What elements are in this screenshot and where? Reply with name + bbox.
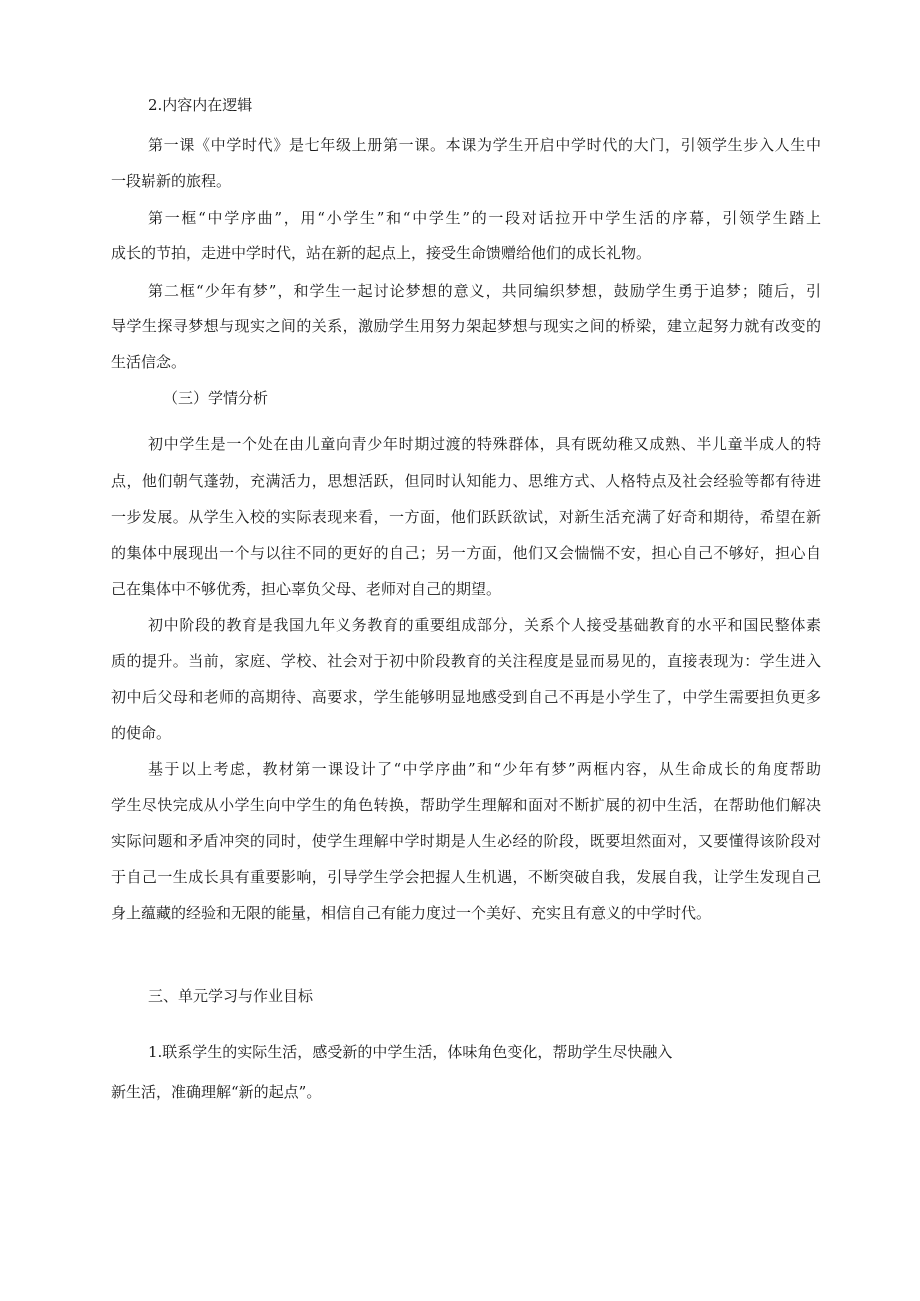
logic-p2-line: 第一框“中学序曲”，用“小学生”和“中学生”的一段对话拉开中学生活的序幕，引领学生踏上 — [148, 209, 821, 227]
analysis-p2-line: 初中阶段的教育是我国九年义务教育的重要组成部分，关系个人接受基础教育的水平和国民整体素 — [148, 616, 821, 634]
logic-p3-line: 导学生探寻梦想与现实之间的关系，激励学生用努力架起梦想与现实之间的桥梁，建立起努力就有改变的 — [111, 317, 821, 335]
analysis-p1-line: 的集体中展现出一个与以往不同的更好的自己；另一方面，他们又会惴惴不安，担心自己不够好，担心自 — [111, 544, 821, 562]
analysis-p1-line: 一步发展。从学生入校的实际表现来看，一方面，他们跃跃欲试，对新生活充满了好奇和期待，希望在新 — [111, 508, 821, 526]
analysis-p3-line: 基于以上考虑，教材第一课设计了“中学序曲”和“少年有梦”两框内容，从生命成长的角度帮助 — [148, 760, 821, 778]
logic-p3-line: 第二框“少年有梦”，和学生一起讨论梦想的意义，共同编织梦想，鼓励学生勇于追梦；随后，引 — [148, 282, 821, 300]
analysis-p1-line: 初中学生是一个处在由儿童向青少年时期过渡的特殊群体，具有既幼稚又成熟、半儿童半成人的特 — [148, 435, 821, 453]
analysis-p3-line: 实际问题和矛盾冲突的同时，使学生理解中学时期是人生必经的阶段，既要坦然面对，又要懂得该阶段对 — [111, 832, 821, 850]
goal-1-line: 新生活，准确理解“新的起点”。 — [111, 1083, 322, 1101]
logic-p1-line: 一段崭新的旅程。 — [111, 172, 232, 190]
logic-p2-line: 成长的节拍，走进中学时代，站在新的起点上，接受生命馈赠给他们的成长礼物。 — [111, 244, 652, 262]
analysis-p2-line: 质的提升。当前，家庭、学校、社会对于初中阶段教育的关注程度是显而易见的，直接表现为：学生进入 — [111, 652, 821, 670]
analysis-p3-line: 于自己一生成长具有重要影响，引导学生学会把握人生机遇，不断突破自我，发展自我，让学生发现自己 — [111, 868, 821, 886]
analysis-p2-line: 初中后父母和老师的高期待、高要求，学生能够明显地感受到自己不再是小学生了，中学生需要担负更多 — [111, 688, 821, 706]
analysis-p3-line: 学生尽快完成从小学生向中学生的角色转换，帮助学生理解和面对不断扩展的初中生活，在帮助他们解决 — [111, 796, 821, 814]
analysis-p2-line: 的使命。 — [111, 724, 172, 742]
analysis-p3-line: 身上蕴藏的经验和无限的能量，相信自己有能力度过一个美好、充实且有意义的中学时代。 — [111, 904, 712, 922]
analysis-heading: （三）学情分析 — [163, 389, 269, 407]
goals-heading: 三、单元学习与作业目标 — [148, 987, 314, 1005]
logic-p3-line: 生活信念。 — [111, 353, 187, 371]
analysis-p1-line: 己在集体中不够优秀，担心辜负父母、老师对自己的期望。 — [111, 580, 502, 598]
analysis-p1-line: 点，他们朝气蓬勃，充满活力，思想活跃，但同时认知能力、思维方式、人格特点及社会经验等都有待进 — [111, 472, 821, 490]
goal-1-line: 1.联系学生的实际生活，感受新的中学生活，体味角色变化，帮助学生尽快融入 — [148, 1043, 673, 1061]
logic-heading: 2.内容内在逻辑 — [148, 96, 253, 114]
logic-p1-line: 第一课《中学时代》是七年级上册第一课。本课为学生开启中学时代的大门，引领学生步入人生中 — [148, 136, 821, 154]
